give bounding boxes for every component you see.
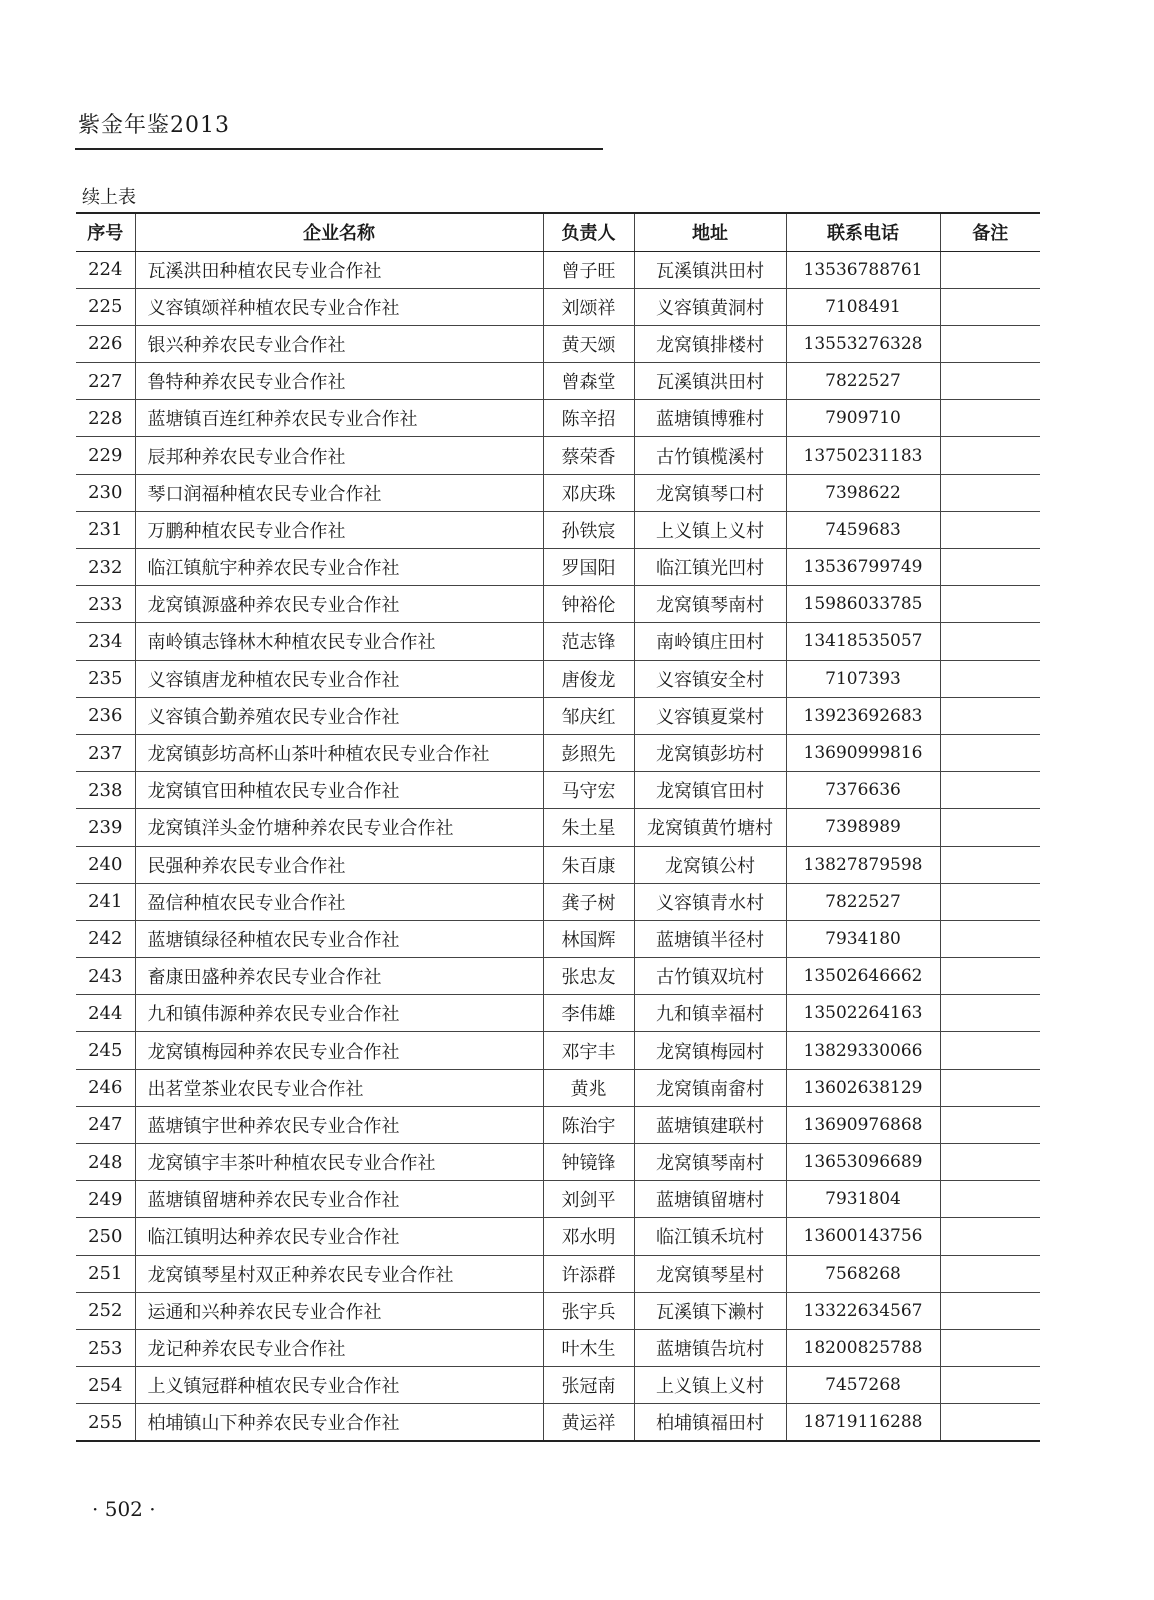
cell-serial: 230	[76, 474, 135, 511]
table-row	[76, 1367, 1040, 1404]
table-row	[76, 1032, 1040, 1069]
cell-phone: 7822527	[786, 363, 940, 400]
cell-serial: 252	[76, 1292, 135, 1329]
cell-person: 李伟雄	[543, 995, 634, 1032]
table-row	[76, 288, 1040, 325]
cell-phone: 15986033785	[786, 586, 940, 623]
cell-person: 黄天颂	[543, 325, 634, 362]
cell-person: 范志锋	[543, 623, 634, 660]
cell-person: 孙铁宸	[543, 511, 634, 548]
cell-serial: 255	[76, 1404, 135, 1441]
cell-person: 陈辛招	[543, 400, 634, 437]
cell-address: 古竹镇双坑村	[634, 958, 786, 995]
cell-remarks	[940, 809, 1040, 846]
cell-serial: 251	[76, 1255, 135, 1292]
table-row	[76, 511, 1040, 548]
cell-address: 南岭镇庄田村	[634, 623, 786, 660]
cell-phone: 13536788761	[786, 251, 940, 288]
cell-serial: 224	[76, 251, 135, 288]
cell-address: 蓝塘镇留塘村	[634, 1181, 786, 1218]
column-header-person: 负责人	[543, 213, 634, 251]
cell-remarks	[940, 288, 1040, 325]
table-row	[76, 400, 1040, 437]
cell-person: 张忠友	[543, 958, 634, 995]
cell-remarks	[940, 1069, 1040, 1106]
table-row	[76, 772, 1040, 809]
column-header-serial: 序号	[76, 213, 135, 251]
header-rule	[75, 148, 603, 150]
cell-remarks	[940, 1218, 1040, 1255]
cell-remarks	[940, 437, 1040, 474]
table-row	[76, 1404, 1040, 1441]
table-row	[76, 1218, 1040, 1255]
cell-person: 唐俊龙	[543, 660, 634, 697]
cell-person: 朱百康	[543, 846, 634, 883]
cell-person: 曾子旺	[543, 251, 634, 288]
cell-enterprise-name: 琴口润福种植农民专业合作社	[135, 474, 543, 511]
table-row	[76, 846, 1040, 883]
table-row	[76, 437, 1040, 474]
table-row	[76, 1181, 1040, 1218]
cell-serial: 247	[76, 1106, 135, 1143]
cell-remarks	[940, 623, 1040, 660]
cell-phone: 7931804	[786, 1181, 940, 1218]
cell-serial: 231	[76, 511, 135, 548]
cell-enterprise-name: 万鹏种植农民专业合作社	[135, 511, 543, 548]
continuation-label: 续上表	[82, 187, 136, 208]
cell-person: 邹庆红	[543, 697, 634, 734]
column-header-address: 地址	[634, 213, 786, 251]
cell-enterprise-name: 龙窝镇官田种植农民专业合作社	[135, 772, 543, 809]
cell-phone: 18200825788	[786, 1329, 940, 1366]
cell-serial: 227	[76, 363, 135, 400]
cell-person: 曾森堂	[543, 363, 634, 400]
cell-phone: 7107393	[786, 660, 940, 697]
table-row	[76, 474, 1040, 511]
cell-person: 陈治宇	[543, 1106, 634, 1143]
cell-address: 临江镇禾坑村	[634, 1218, 786, 1255]
cell-phone: 7457268	[786, 1367, 940, 1404]
table-row	[76, 697, 1040, 734]
column-header-phone: 联系电话	[786, 213, 940, 251]
table-row	[76, 1069, 1040, 1106]
cell-address: 龙窝镇黄竹塘村	[634, 809, 786, 846]
cell-person: 邓庆珠	[543, 474, 634, 511]
cell-phone: 13322634567	[786, 1292, 940, 1329]
cell-phone: 13829330066	[786, 1032, 940, 1069]
cell-serial: 238	[76, 772, 135, 809]
cell-serial: 248	[76, 1144, 135, 1181]
table-row	[76, 734, 1040, 771]
cell-remarks	[940, 995, 1040, 1032]
cell-remarks	[940, 400, 1040, 437]
cell-person: 刘剑平	[543, 1181, 634, 1218]
cell-remarks	[940, 846, 1040, 883]
table-row	[76, 1144, 1040, 1181]
cell-serial: 225	[76, 288, 135, 325]
cell-phone: 7398622	[786, 474, 940, 511]
cell-phone: 13600143756	[786, 1218, 940, 1255]
cell-person: 许添群	[543, 1255, 634, 1292]
table-row	[76, 1292, 1040, 1329]
cell-enterprise-name: 蓝塘镇绿径种植农民专业合作社	[135, 920, 543, 957]
cell-enterprise-name: 九和镇伟源种养农民专业合作社	[135, 995, 543, 1032]
cell-enterprise-name: 蓝塘镇宇世种养农民专业合作社	[135, 1106, 543, 1143]
cell-enterprise-name: 龙窝镇彭坊高杯山茶叶种植农民专业合作社	[135, 734, 543, 771]
cell-address: 龙窝镇彭坊村	[634, 734, 786, 771]
cell-address: 义容镇安全村	[634, 660, 786, 697]
cell-enterprise-name: 出茗堂茶业农民专业合作社	[135, 1069, 543, 1106]
cell-phone: 13653096689	[786, 1144, 940, 1181]
cell-phone: 7459683	[786, 511, 940, 548]
table-row	[76, 1329, 1040, 1366]
cell-phone: 13502646662	[786, 958, 940, 995]
cell-enterprise-name: 上义镇冠群种植农民专业合作社	[135, 1367, 543, 1404]
table-row	[76, 883, 1040, 920]
cell-serial: 236	[76, 697, 135, 734]
cell-enterprise-name: 龙记种养农民专业合作社	[135, 1329, 543, 1366]
cell-person: 张冠南	[543, 1367, 634, 1404]
cell-remarks	[940, 883, 1040, 920]
cell-address: 上义镇上义村	[634, 1367, 786, 1404]
cell-address: 蓝塘镇博雅村	[634, 400, 786, 437]
column-header-remarks: 备注	[940, 213, 1040, 251]
cell-enterprise-name: 银兴种养农民专业合作社	[135, 325, 543, 362]
cell-serial: 243	[76, 958, 135, 995]
cell-person: 邓水明	[543, 1218, 634, 1255]
cell-serial: 249	[76, 1181, 135, 1218]
cell-address: 龙窝镇琴南村	[634, 586, 786, 623]
cell-enterprise-name: 临江镇航宇种养农民专业合作社	[135, 549, 543, 586]
cell-phone: 7108491	[786, 288, 940, 325]
cell-address: 义容镇夏棠村	[634, 697, 786, 734]
cell-serial: 229	[76, 437, 135, 474]
running-header-title: 紫金年鉴2013	[78, 113, 230, 138]
cell-serial: 241	[76, 883, 135, 920]
cell-enterprise-name: 龙窝镇梅园种养农民专业合作社	[135, 1032, 543, 1069]
cell-serial: 234	[76, 623, 135, 660]
table-row	[76, 920, 1040, 957]
cell-enterprise-name: 运通和兴种养农民专业合作社	[135, 1292, 543, 1329]
cell-person: 黄运祥	[543, 1404, 634, 1441]
cell-phone: 7398989	[786, 809, 940, 846]
cell-enterprise-name: 临江镇明达种养农民专业合作社	[135, 1218, 543, 1255]
cell-phone: 18719116288	[786, 1404, 940, 1441]
cell-address: 蓝塘镇建联村	[634, 1106, 786, 1143]
cell-phone: 13553276328	[786, 325, 940, 362]
cell-remarks	[940, 1329, 1040, 1366]
cell-remarks	[940, 1404, 1040, 1441]
cell-phone: 13690976868	[786, 1106, 940, 1143]
cell-remarks	[940, 920, 1040, 957]
cell-serial: 245	[76, 1032, 135, 1069]
cell-enterprise-name: 柏埔镇山下种养农民专业合作社	[135, 1404, 543, 1441]
cell-person: 张宇兵	[543, 1292, 634, 1329]
column-header-enterprise: 企业名称	[135, 213, 543, 251]
cell-address: 龙窝镇公村	[634, 846, 786, 883]
cell-person: 蔡荣香	[543, 437, 634, 474]
cell-person: 林国辉	[543, 920, 634, 957]
cell-address: 义容镇黄洞村	[634, 288, 786, 325]
cell-serial: 253	[76, 1329, 135, 1366]
cell-remarks	[940, 958, 1040, 995]
page-number: · 502 ·	[92, 1497, 156, 1521]
cell-enterprise-name: 民强种养农民专业合作社	[135, 846, 543, 883]
cell-remarks	[940, 1181, 1040, 1218]
cell-phone: 13827879598	[786, 846, 940, 883]
cell-address: 上义镇上义村	[634, 511, 786, 548]
cell-remarks	[940, 511, 1040, 548]
cell-remarks	[940, 660, 1040, 697]
cell-person: 龚子树	[543, 883, 634, 920]
cell-enterprise-name: 畜康田盛种养农民专业合作社	[135, 958, 543, 995]
cell-address: 龙窝镇琴星村	[634, 1255, 786, 1292]
cell-enterprise-name: 蓝塘镇留塘种养农民专业合作社	[135, 1181, 543, 1218]
cell-address: 义容镇青水村	[634, 883, 786, 920]
cell-address: 龙窝镇梅园村	[634, 1032, 786, 1069]
cell-address: 瓦溪镇下濑村	[634, 1292, 786, 1329]
cell-phone: 13502264163	[786, 995, 940, 1032]
cell-address: 蓝塘镇告坑村	[634, 1329, 786, 1366]
cell-serial: 244	[76, 995, 135, 1032]
cell-serial: 235	[76, 660, 135, 697]
cell-serial: 254	[76, 1367, 135, 1404]
cell-phone: 13750231183	[786, 437, 940, 474]
cell-serial: 226	[76, 325, 135, 362]
cell-address: 瓦溪镇洪田村	[634, 251, 786, 288]
cell-phone: 13418535057	[786, 623, 940, 660]
cell-phone: 7568268	[786, 1255, 940, 1292]
cell-phone: 7934180	[786, 920, 940, 957]
cell-enterprise-name: 义容镇合勤养殖农民专业合作社	[135, 697, 543, 734]
cell-serial: 242	[76, 920, 135, 957]
cell-serial: 228	[76, 400, 135, 437]
cell-enterprise-name: 龙窝镇琴星村双正种养农民专业合作社	[135, 1255, 543, 1292]
cell-remarks	[940, 1367, 1040, 1404]
table-row	[76, 586, 1040, 623]
cell-address: 瓦溪镇洪田村	[634, 363, 786, 400]
cell-person: 黄兆	[543, 1069, 634, 1106]
cell-enterprise-name: 盈信种植农民专业合作社	[135, 883, 543, 920]
cell-address: 古竹镇榄溪村	[634, 437, 786, 474]
cell-enterprise-name: 龙窝镇洋头金竹塘种养农民专业合作社	[135, 809, 543, 846]
cell-person: 刘颂祥	[543, 288, 634, 325]
table-row	[76, 549, 1040, 586]
cell-remarks	[940, 1255, 1040, 1292]
cell-address: 蓝塘镇半径村	[634, 920, 786, 957]
cell-enterprise-name: 龙窝镇宇丰茶叶种植农民专业合作社	[135, 1144, 543, 1181]
cell-phone: 7822527	[786, 883, 940, 920]
cell-person: 邓宇丰	[543, 1032, 634, 1069]
cell-remarks	[940, 325, 1040, 362]
cell-enterprise-name: 义容镇唐龙种植农民专业合作社	[135, 660, 543, 697]
cell-address: 柏埔镇福田村	[634, 1404, 786, 1441]
table-row	[76, 1106, 1040, 1143]
cell-person: 罗国阳	[543, 549, 634, 586]
cell-person: 钟镜锋	[543, 1144, 634, 1181]
table-row	[76, 1255, 1040, 1292]
cell-remarks	[940, 363, 1040, 400]
cell-enterprise-name: 辰邦种养农民专业合作社	[135, 437, 543, 474]
table-row	[76, 995, 1040, 1032]
cell-serial: 250	[76, 1218, 135, 1255]
cell-address: 龙窝镇排楼村	[634, 325, 786, 362]
cell-address: 龙窝镇琴南村	[634, 1144, 786, 1181]
cell-remarks	[940, 1032, 1040, 1069]
cell-serial: 237	[76, 734, 135, 771]
cell-serial: 232	[76, 549, 135, 586]
cell-serial: 233	[76, 586, 135, 623]
cell-phone: 13536799749	[786, 549, 940, 586]
cell-phone: 7376636	[786, 772, 940, 809]
cell-person: 彭照先	[543, 734, 634, 771]
cell-address: 龙窝镇琴口村	[634, 474, 786, 511]
cell-enterprise-name: 义容镇颂祥种植农民专业合作社	[135, 288, 543, 325]
cell-enterprise-name: 鲁特种养农民专业合作社	[135, 363, 543, 400]
cell-remarks	[940, 549, 1040, 586]
cell-remarks	[940, 1144, 1040, 1181]
table-row	[76, 623, 1040, 660]
cell-enterprise-name: 南岭镇志锋林木种植农民专业合作社	[135, 623, 543, 660]
table-row	[76, 809, 1040, 846]
table-row	[76, 251, 1040, 288]
cell-phone: 13923692683	[786, 697, 940, 734]
cell-remarks	[940, 1106, 1040, 1143]
cell-remarks	[940, 772, 1040, 809]
table-row	[76, 363, 1040, 400]
table-row	[76, 958, 1040, 995]
cell-person: 朱土星	[543, 809, 634, 846]
cell-serial: 240	[76, 846, 135, 883]
cell-serial: 239	[76, 809, 135, 846]
cell-enterprise-name: 蓝塘镇百连红种养农民专业合作社	[135, 400, 543, 437]
table-header-row	[76, 213, 1040, 251]
cell-enterprise-name: 瓦溪洪田种植农民专业合作社	[135, 251, 543, 288]
cell-enterprise-name: 龙窝镇源盛种养农民专业合作社	[135, 586, 543, 623]
cell-remarks	[940, 251, 1040, 288]
cell-remarks	[940, 1292, 1040, 1329]
cell-address: 临江镇光凹村	[634, 549, 786, 586]
table-row	[76, 325, 1040, 362]
cell-serial: 246	[76, 1069, 135, 1106]
cell-remarks	[940, 586, 1040, 623]
cell-phone: 13690999816	[786, 734, 940, 771]
cell-address: 龙窝镇官田村	[634, 772, 786, 809]
cell-person: 钟裕伦	[543, 586, 634, 623]
cell-person: 叶木生	[543, 1329, 634, 1366]
cell-remarks	[940, 734, 1040, 771]
table-row	[76, 660, 1040, 697]
cell-remarks	[940, 697, 1040, 734]
cooperative-directory-table	[76, 212, 1040, 1442]
cell-remarks	[940, 474, 1040, 511]
cell-phone: 7909710	[786, 400, 940, 437]
cell-phone: 13602638129	[786, 1069, 940, 1106]
cell-address: 龙窝镇南畲村	[634, 1069, 786, 1106]
cell-address: 九和镇幸福村	[634, 995, 786, 1032]
cell-person: 马守宏	[543, 772, 634, 809]
